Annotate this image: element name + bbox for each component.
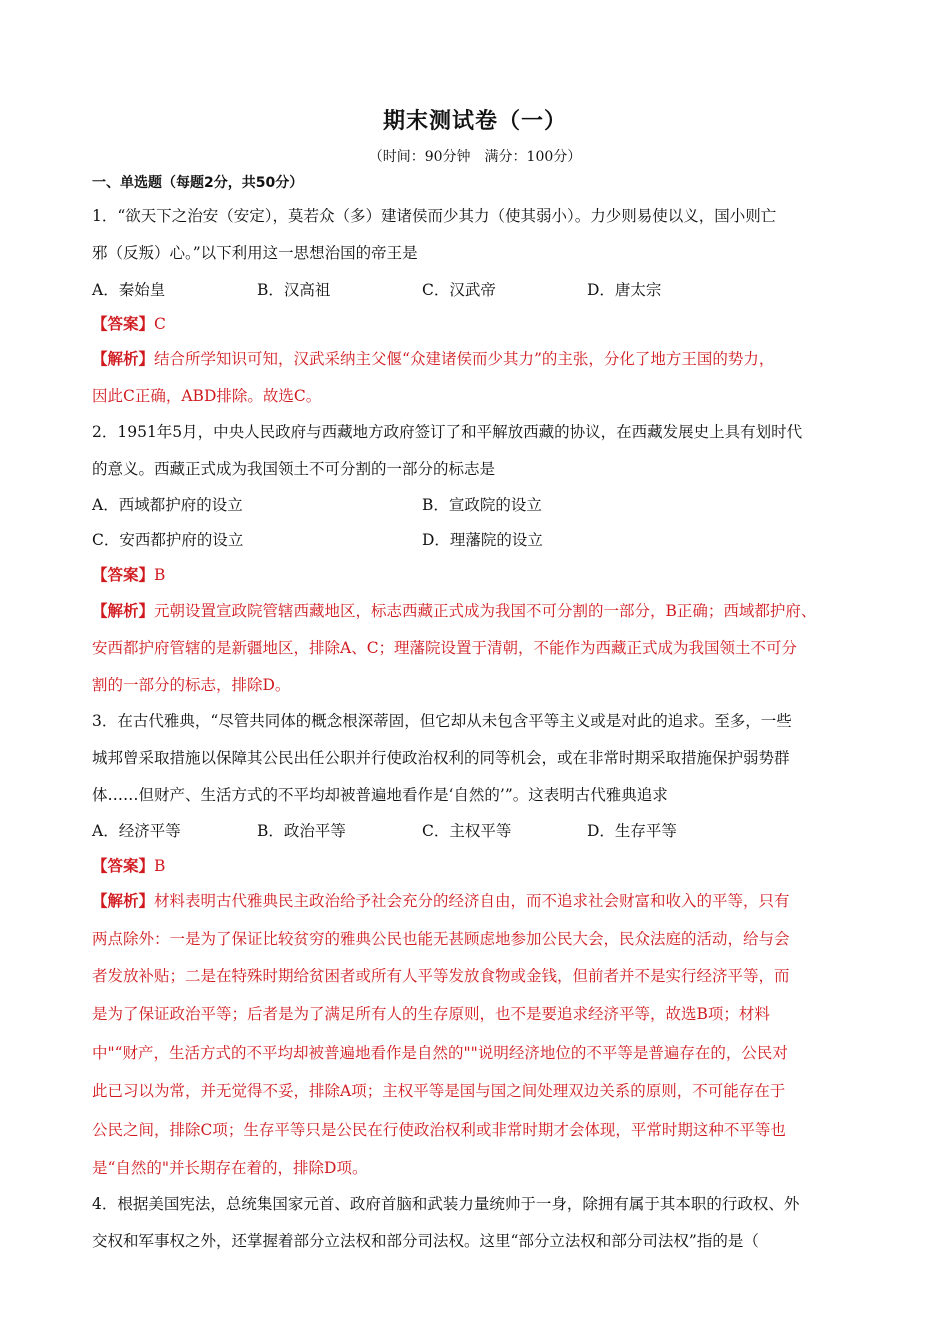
analysis-text: 结合所学知识可知，汉武采纳主父偃“众建诸侯而少其力”的主张，分化了地方王国的势力， xyxy=(154,350,775,368)
question-3-analysis-line-3: 者发放补贴；二是在特殊时期给贫困者或所有人平等发放食物或金钱，但前者并不是实行经济平等，而 xyxy=(92,967,790,985)
question-4-stem-line-2: 交权和军事权之外，还掌握着部分立法权和部分司法权。这里“部分立法权和部分司法权”指的是（ xyxy=(92,1232,759,1250)
question-3-analysis-line-7: 公民之间，排除C项；生存平等只是公民在行使政治权利或非常时期才会体现，平常时期这种不平等也 xyxy=(92,1121,786,1139)
question-3-stem-line-3: 体……但财产、生活方式的不平均却被普遍地看作是‘自然的’”。这表明古代雅典追求 xyxy=(92,786,668,804)
analysis-text: 材料表明古代雅典民主政治给予社会充分的经济自由，而不追求社会财富和收入的平等，只有 xyxy=(154,892,790,910)
question-1-analysis-line-1 xyxy=(92,348,862,370)
question-1-option-a: A．秦始皇 xyxy=(92,281,166,299)
answer-value: B xyxy=(154,857,166,875)
question-3-analysis-line-4: 是为了保证政治平等；后者是为了满足所有人的生存原则，也不是要追求经济平等，故选B项；材料 xyxy=(92,1005,770,1023)
question-3-analysis-line-2: 两点除外：一是为了保证比较贫穷的雅典公民也能无甚顾虑地参加公民大会，民众法庭的活动，给与会 xyxy=(92,930,790,948)
question-1-analysis-line-2: 因此C正确，ABD排除。故选C。 xyxy=(92,387,322,405)
exam-info: （时间：90分钟 满分：100分） xyxy=(368,149,582,165)
analysis-tag: 【解析】 xyxy=(92,349,155,368)
answer-value: C xyxy=(154,315,166,333)
question-2-stem-line-1: 2．1951年5月，中央人民政府与西藏地方政府签订了和平解放西藏的协议，在西藏发展史上具有划时代 xyxy=(92,423,803,441)
question-1-option-d: D．唐太宗 xyxy=(587,281,662,299)
section-heading: 一、单选题（每题2分，共50分） xyxy=(92,175,304,191)
question-3-option-c: C．主权平等 xyxy=(422,822,512,840)
question-2-option-c: C．安西都护府的设立 xyxy=(92,531,244,549)
question-2-analysis-line-1 xyxy=(92,600,862,622)
question-3-analysis-line-8: 是“自然的"并长期存在着的，排除D项。 xyxy=(92,1159,368,1177)
question-2-analysis-line-2: 安西都护府管辖的是新疆地区，排除A、C；理藩院设置于清朝，不能作为西藏正式成为我国领土不可分 xyxy=(92,639,798,657)
analysis-tag: 【解析】 xyxy=(92,601,155,620)
question-3-option-a: A．经济平等 xyxy=(92,822,181,840)
question-2-option-a: A．西域都护府的设立 xyxy=(92,496,243,514)
question-3-option-d: D．生存平等 xyxy=(587,822,677,840)
question-1-stem-line-1: 1．“欲天下之治安（安定），莫若众（多）建诸侯而少其力（使其弱小）。力少则易使以义，国小则亡 xyxy=(92,207,777,225)
question-3-analysis-line-1 xyxy=(92,890,862,912)
question-2-option-d: D．理藩院的设立 xyxy=(422,531,543,549)
question-1-answer xyxy=(92,313,862,335)
question-3-answer xyxy=(92,855,862,877)
question-2-option-b: B．宣政院的设立 xyxy=(422,496,542,514)
question-3-stem-line-1: 3．在古代雅典，“尽管共同体的概念根深蒂固，但它却从未包含平等主义或是对此的追求。至多，一些 xyxy=(92,712,792,730)
answer-tag: 【答案】 xyxy=(92,856,155,875)
answer-value: B xyxy=(154,566,166,584)
answer-tag: 【答案】 xyxy=(92,565,155,584)
answer-tag: 【答案】 xyxy=(92,314,155,333)
page-title: 期末测试卷（一） xyxy=(382,109,567,134)
question-1-option-b: B．汉高祖 xyxy=(257,281,331,299)
question-3-analysis-line-5: 中"“财产，生活方式的不平均却被普遍地看作是自然的""说明经济地位的不平等是普遍存在的，公民对 xyxy=(92,1044,788,1062)
analysis-tag: 【解析】 xyxy=(92,891,155,910)
question-3-option-b: B．政治平等 xyxy=(257,822,346,840)
question-3-analysis-line-6: 此已习以为常，并无觉得不妥，排除A项；主权平等是国与国之间处理双边关系的原则，不可能存在于 xyxy=(92,1082,786,1100)
question-2-analysis-line-3: 割的一部分的标志，排除D。 xyxy=(92,676,291,694)
analysis-text: 元朝设置宣政院管辖西藏地区，标志西藏正式成为我国不可分割的一部分，B正确；西域都护府、 xyxy=(154,602,817,620)
question-2-answer xyxy=(92,564,862,586)
question-1-option-c: C．汉武帝 xyxy=(422,281,496,299)
question-2-stem-line-2: 的意义。西藏正式成为我国领土不可分割的一部分的标志是 xyxy=(92,460,496,478)
question-1-stem-line-2: 邪（反叛）心。”以下利用这一思想治国的帝王是 xyxy=(92,244,418,262)
question-4-stem-line-1: 4．根据美国宪法，总统集国家元首、政府首脑和武装力量统帅于一身，除拥有属于其本职的行政权、外 xyxy=(92,1195,800,1213)
question-3-stem-line-2: 城邦曾采取措施以保障其公民出任公职并行使政治权利的同等机会，或在非常时期采取措施保护弱势群 xyxy=(92,749,790,767)
